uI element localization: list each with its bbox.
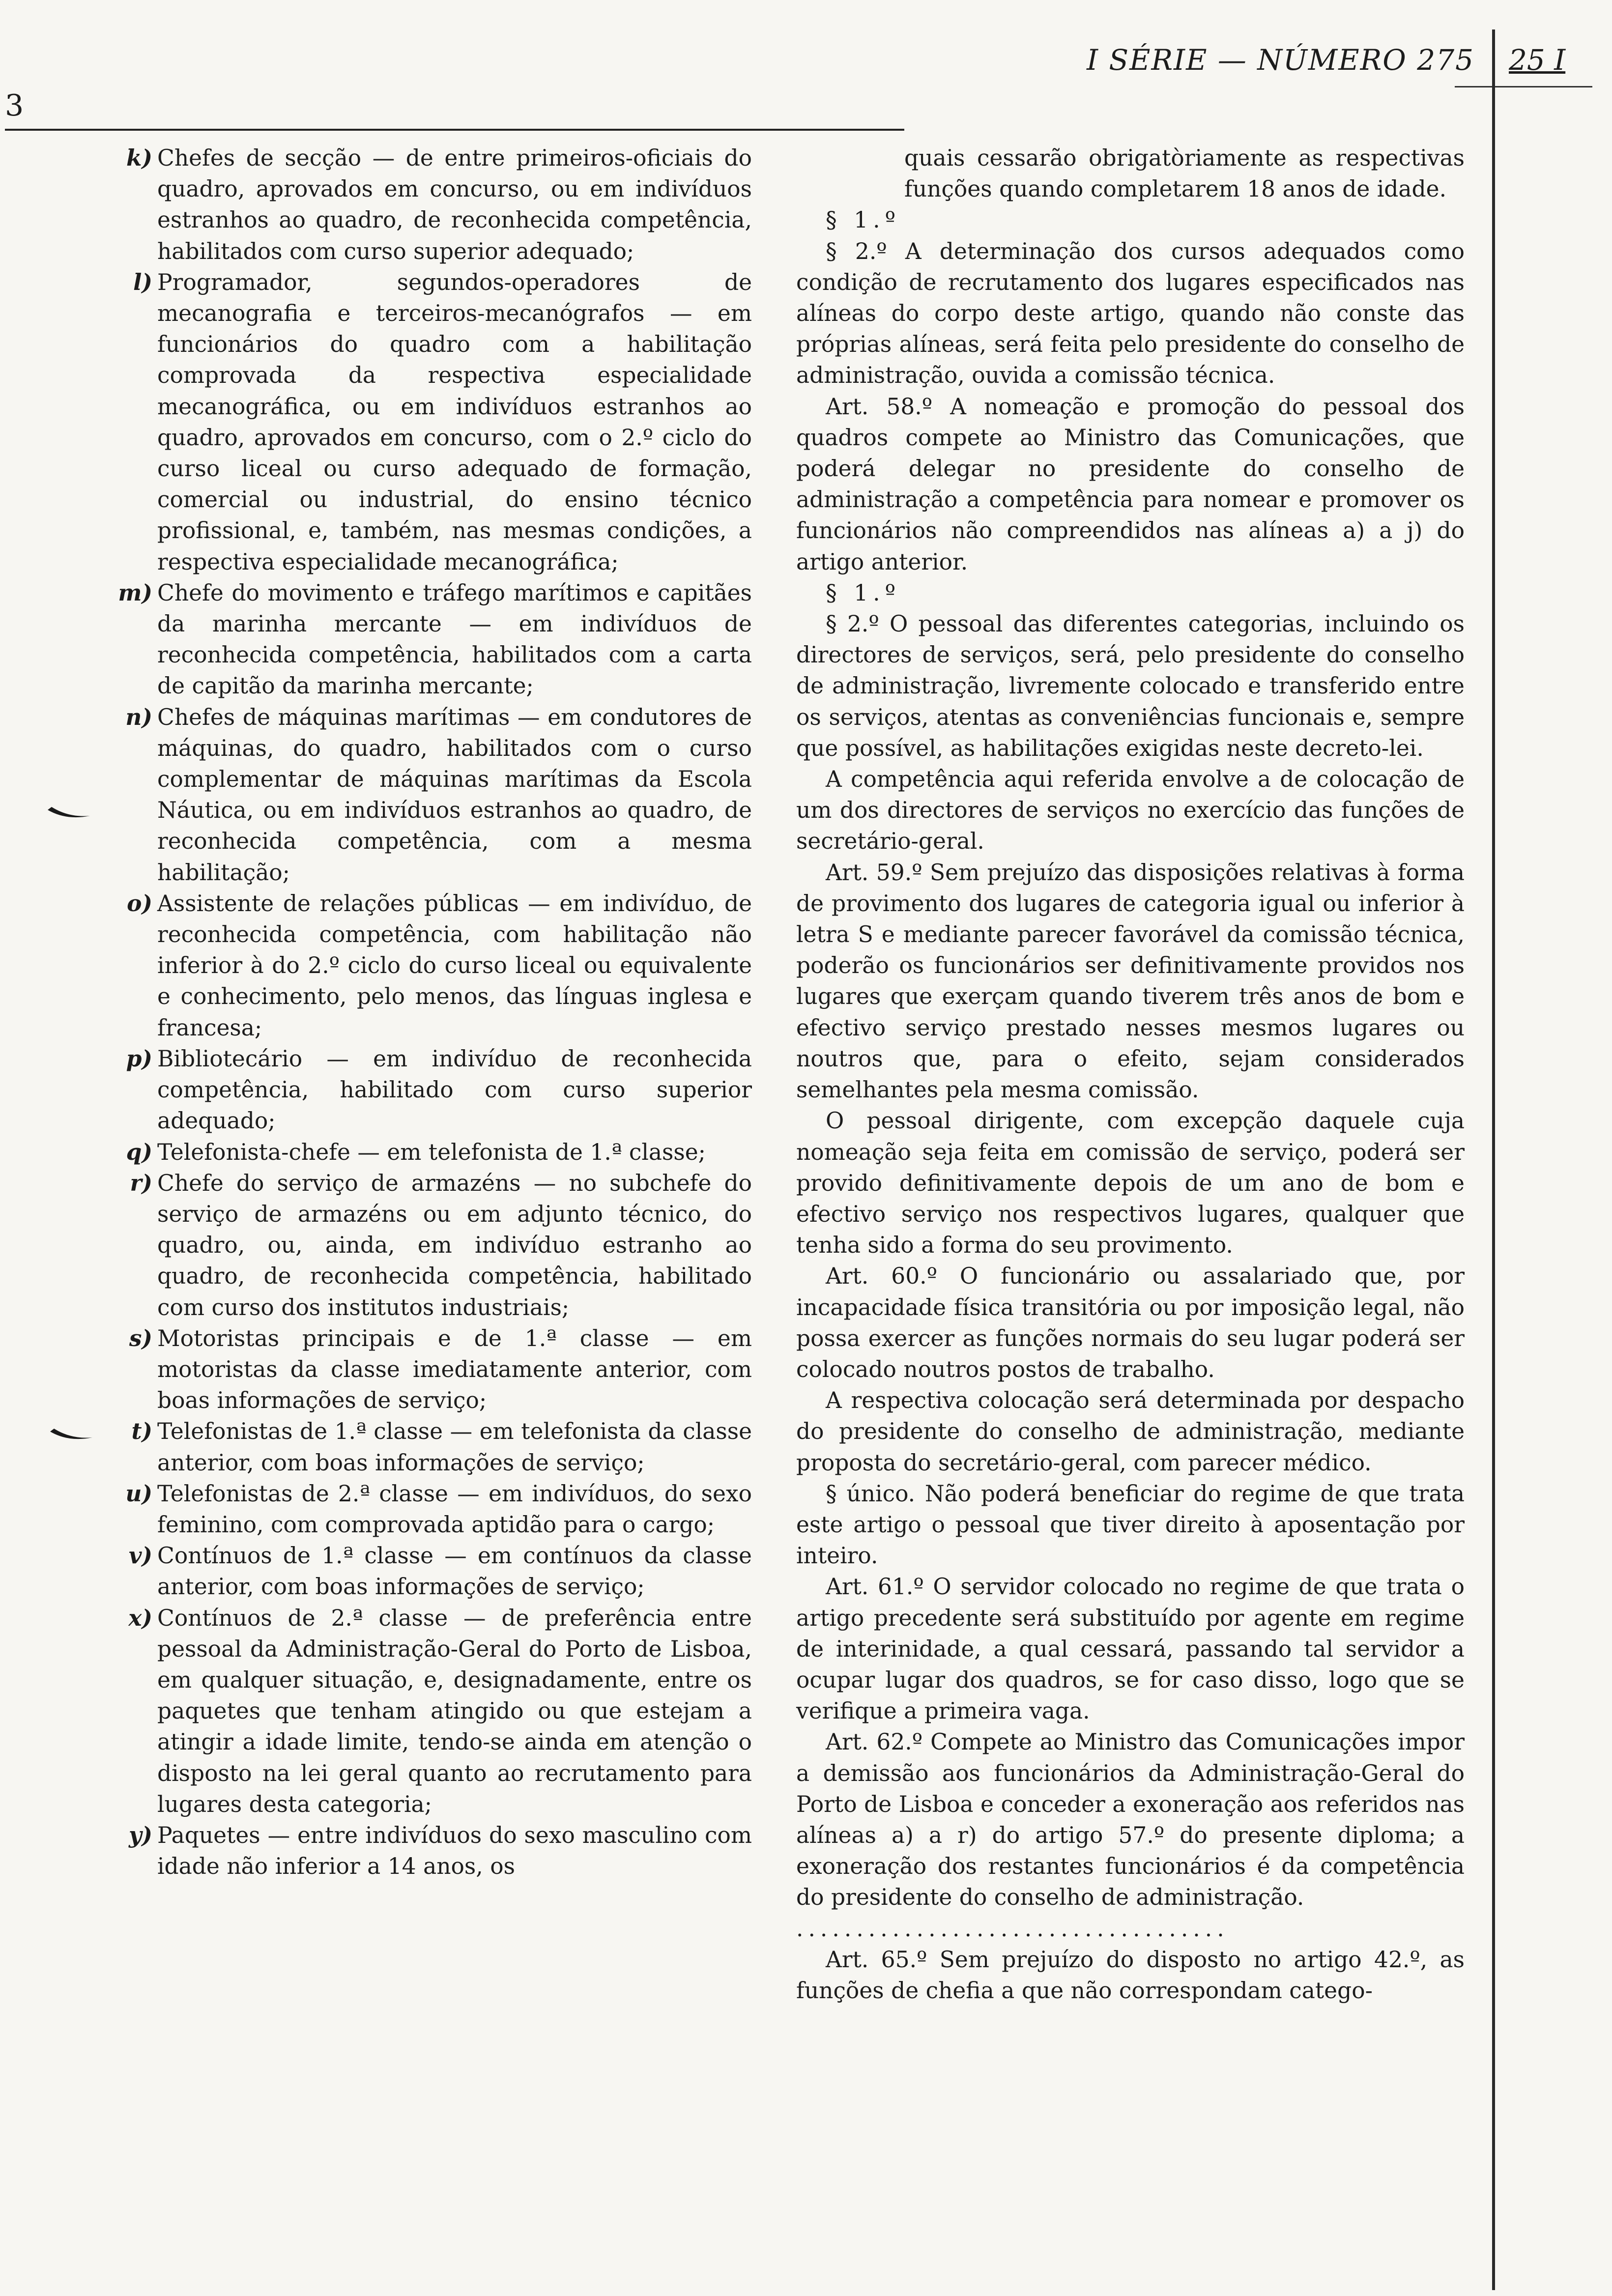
item-text: Paquetes — entre indivíduos do sexo masculino com idade não inferior a 14 anos, os xyxy=(157,1822,752,1880)
article-65: Art. 65.º Sem prejuízo do disposto no artigo 42.º, as funções de chefia a que não correspondam catego- xyxy=(796,1946,1465,2004)
item-text: Telefonistas de 1.ª classe — em telefonista da classe anterior, com boas informações de serviço; xyxy=(157,1418,752,1476)
list-item xyxy=(113,267,752,577)
item-marker: u) xyxy=(125,1480,152,1507)
article-60: Art. 60.º O funcionário ou assalariado que, por incapacidade física transitória ou por imposição legal, não possa exercer as funções normais do seu lugar poderá ser colocado noutros postos de trabalho. xyxy=(796,1263,1465,1382)
section-2-paragraph: § 2.º A determinação dos cursos adequados como condição de recrutamento dos lugares especificados nas alíneas do corpo deste artigo, quando não conste das próprias alíneas, será feita pelo presidente do conselho de administração, ouvida a comissão técnica. xyxy=(796,238,1465,389)
item-marker: n) xyxy=(125,703,152,730)
item-marker: t) xyxy=(131,1418,152,1445)
section-2-paragraph: § 2.º O pessoal das diferentes categorias, incluindo os directores de serviços, será, pelo presidente do conselho de administração, livremente colocado e transferido entre os serviços, atentas as conveniências funcionais e, sempre que possível, as habilitações exigidas neste decreto-lei. xyxy=(796,611,1465,761)
page-number-rule xyxy=(1455,86,1592,87)
header-rule xyxy=(5,129,904,131)
list-item xyxy=(113,702,752,888)
page-number: 25 I xyxy=(1509,43,1566,77)
page-edge-line xyxy=(1492,29,1495,2290)
managers-paragraph: O pessoal dirigente, com excepção daquele cuja nomeação seja feita em comissão de serviço, poderá ser provido definitivamente depois de um ano de bom e efectivo serviço nos respectivos lugares, qualquer que tenha sido a forma do seu provimento. xyxy=(796,1108,1465,1259)
item-marker: v) xyxy=(129,1542,152,1569)
article-61: Art. 61.º O servidor colocado no regime de que trata o artigo precedente será substituído por agente em regime de interinidade, a qual cessará, passando tal servidor a ocupar lugar dos quadros, se for caso disso, logo que se verifique a primeira vaga. xyxy=(796,1574,1465,1724)
list-item xyxy=(113,1603,752,1820)
list-item xyxy=(113,1137,752,1168)
list-item xyxy=(113,1478,752,1540)
article-59: Art. 59.º Sem prejuízo das disposições relativas à forma de provimento dos lugares de categoria igual ou inferior à letra S e mediante parecer favorável da comissão técnica, poderão os funcionários ser definitivamente providos nos lugares que exerçam quando tiverem três anos de bom e efectivo serviço prestado nesses mesmos lugares ou noutros que, para o efeito, sejam considerados semelhantes pela mesma comissão. xyxy=(796,859,1465,1103)
section-1-omitted: § 1.º xyxy=(826,579,901,606)
continuation-paragraph: quais cessarão obrigatòriamente as respectivas funções quando completarem 18 anos de idade. xyxy=(904,145,1465,202)
list-item xyxy=(113,1043,752,1137)
article-58: Art. 58.º A nomeação e promoção do pessoal dos quadros compete ao Ministro das Comunicações, que poderá delegar no presidente do conselho de administração a competência para nomear e promover os funcionários não compreendidos nas alíneas a) a j) do artigo anterior. xyxy=(796,393,1465,575)
item-marker: p) xyxy=(126,1045,152,1072)
list-item xyxy=(113,143,752,267)
item-text: Motoristas principais e de 1.ª classe — em motoristas da classe imediatamente anterior, com boas informações de serviço; xyxy=(157,1325,752,1414)
item-text: Bibliotecário — em indivíduo de reconhecida competência, habilitado com curso superior adequado; xyxy=(157,1045,752,1134)
item-text: Chefes de secção — de entre primeiros-oficiais do quadro, aprovados em concurso, ou em indivíduos estranhos ao quadro, de reconhecida competência, habilitados com curso superior adequado; xyxy=(157,145,752,264)
section-1-omitted: § 1.º xyxy=(826,207,901,233)
item-text: Contínuos de 1.ª classe — em contínuos da classe anterior, com boas informações de serviço; xyxy=(157,1543,752,1600)
list-item xyxy=(113,1540,752,1602)
item-marker: s) xyxy=(129,1324,152,1351)
list-item xyxy=(113,1416,752,1478)
item-marker: q) xyxy=(126,1138,152,1165)
margin-arrow-icon xyxy=(49,1428,93,1447)
left-column xyxy=(113,143,752,1882)
item-text: Telefonistas de 2.ª classe — em indivíduos, do sexo feminino, com comprovada aptidão para o cargo; xyxy=(157,1480,752,1538)
item-text: Chefe do movimento e tráfego marítimos e capitães da marinha mercante — em indivíduos de reconhecida competência, habilitados com a carta de capitão da marinha mercante; xyxy=(157,579,752,699)
item-text: Programador, segundos-operadores de mecanografia e terceiros-mecanógrafos — em funcionários do quadro com a habilitação comprovada da respectiva especialidade mecanográfica, ou em indivíduos estranhos ao quadro, aprovados em concurso, com o 2.º ciclo do curso liceal ou curso adequado de formação, comercial ou industrial, do ensino técnico profissional, e, também, nas mesmas condições, a respectiva especialidade mecanográfica; xyxy=(157,269,752,575)
list-item xyxy=(113,888,752,1043)
list-item xyxy=(113,1820,752,1882)
list-item xyxy=(113,1323,752,1416)
article-62: Art. 62.º Compete ao Ministro das Comunicações impor a demissão aos funcionários da Administração-Geral do Porto de Lisboa e conceder a exoneração aos referidos nas alíneas a) a r) do artigo 57.º do presente diploma; a exoneração dos restantes funcionários é da competência do presidente do conselho de administração. xyxy=(796,1729,1465,1911)
item-marker: x) xyxy=(128,1604,152,1631)
item-marker: l) xyxy=(133,268,152,295)
margin-arrow-icon xyxy=(47,806,91,826)
item-text: Assistente de relações públicas — em indivíduo, de reconhecida competência, com habilitação não inferior à do 2.º ciclo do curso liceal ou equivalente e conhecimento, pelo menos, das línguas inglesa e francesa; xyxy=(157,890,752,1041)
item-marker: y) xyxy=(129,1821,152,1848)
list-item xyxy=(113,577,752,702)
placement-paragraph: A respectiva colocação será determinada por despacho do presidente do conselho de administração, mediante proposta do secretário-geral, com parecer médico. xyxy=(796,1387,1465,1476)
item-marker: r) xyxy=(130,1169,152,1196)
sole-section-paragraph: § único. Não poderá beneficiar do regime de que trata este artigo o pessoal que tiver direito à aposentação por inteiro. xyxy=(796,1480,1465,1569)
item-marker: o) xyxy=(127,890,152,917)
competence-paragraph: A competência aqui referida envolve a de colocação de um dos directores de serviços no exercício das funções de secretário-geral. xyxy=(796,766,1465,855)
series-header: I SÉRIE — NÚMERO 275 xyxy=(1087,43,1474,77)
item-text: Chefe do serviço de armazéns — no subchefe do serviço de armazéns ou em adjunto técnico, do quadro, ou, ainda, em indivíduo estranho ao quadro, de reconhecida competência, habilitado com curso dos institutos industriais; xyxy=(157,1170,752,1320)
item-text: Telefonista-chefe — em telefonista de 1.ª classe; xyxy=(157,1139,706,1165)
item-marker: m) xyxy=(118,579,152,606)
omission-dots: .................................... xyxy=(796,1915,1229,1942)
right-column xyxy=(796,143,1465,2006)
item-text: Chefes de máquinas marítimas — em condutores de máquinas, do quadro, habilitados com o curso complementar de máquinas marítimas da Escola Náutica, ou em indivíduos estranhos ao quadro, de reconhecida competência, com a mesma habilitação; xyxy=(157,704,752,886)
list-item xyxy=(113,1168,752,1323)
left-margin-mark: 3 xyxy=(5,88,24,123)
item-text: Contínuos de 2.ª classe — de preferência entre pessoal da Administração-Geral do Porto de Lisboa, em qualquer situação, e, designadamente, entre os paquetes que tenham atingido ou que estejam a atingir a idade limite, tendo-se ainda em atenção o disposto na lei geral quanto ao recrutamento para lugares desta categoria; xyxy=(157,1605,752,1817)
item-marker: k) xyxy=(126,144,152,171)
